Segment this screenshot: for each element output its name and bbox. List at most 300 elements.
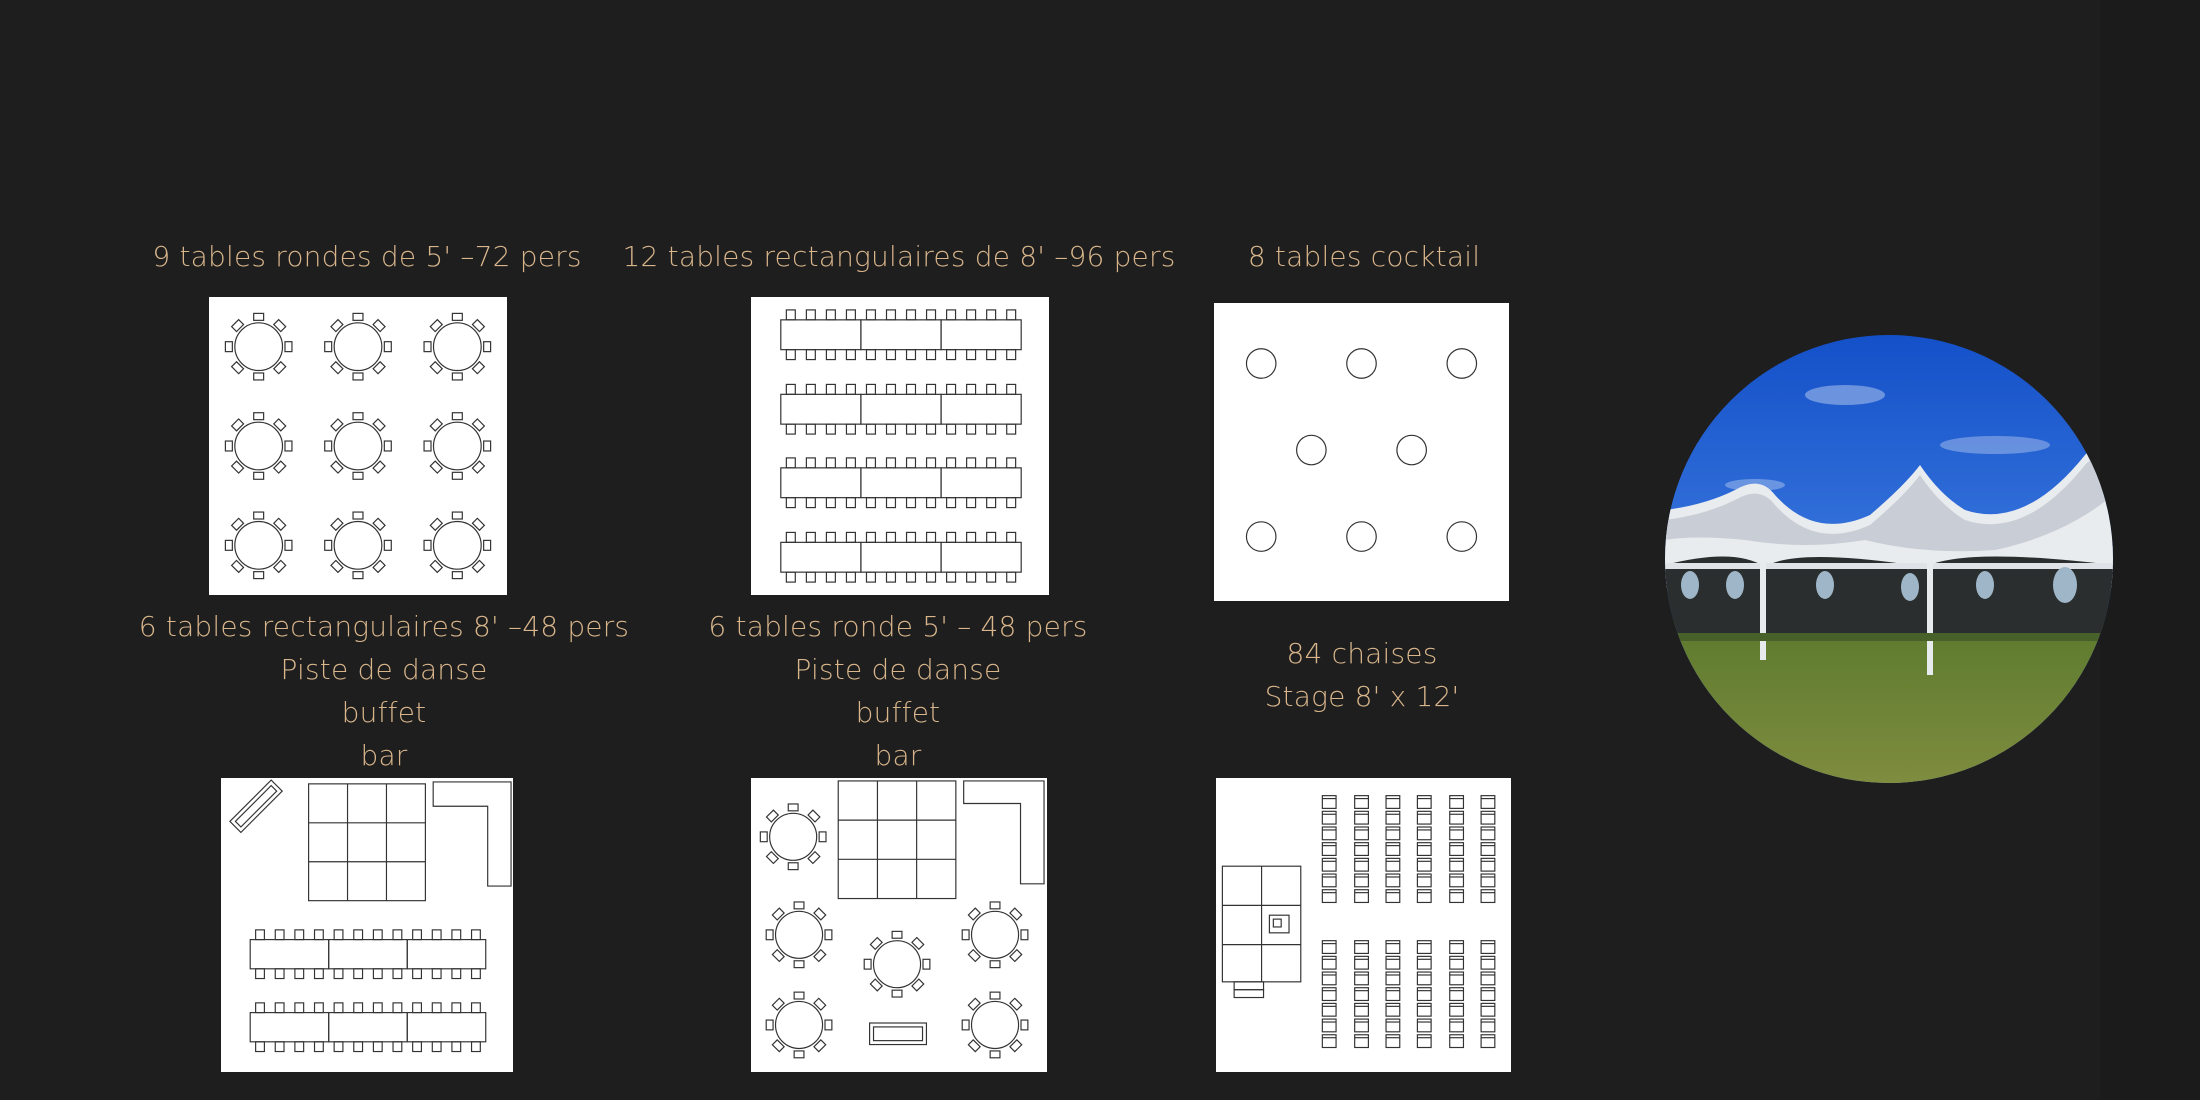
round-table-icon	[962, 902, 1028, 968]
podium-icon	[1269, 915, 1289, 933]
chair-icon	[393, 930, 402, 940]
chair-icon	[1322, 1019, 1336, 1032]
chair-icon	[826, 350, 835, 360]
chair-icon	[225, 441, 232, 451]
cocktail-table-icon	[1447, 349, 1477, 379]
chair-icon	[432, 1003, 441, 1013]
round-table-icon	[325, 512, 392, 579]
chair-icon	[927, 310, 936, 320]
caption-chairs-stage: 84 chaises Stage 8' x 12'	[1264, 637, 1460, 713]
chair-icon	[1355, 858, 1369, 871]
chair-icon	[1007, 572, 1016, 582]
chair-icon	[1481, 874, 1495, 887]
chair-icon	[806, 424, 815, 434]
chair-icon	[285, 441, 292, 451]
dance-floor	[309, 784, 426, 901]
chair-icon	[472, 969, 481, 979]
chair-icon	[766, 930, 773, 940]
podium-inner	[1273, 919, 1281, 927]
chair-icon	[866, 498, 875, 508]
chair-icon	[1021, 1020, 1028, 1030]
chair-icon	[967, 424, 976, 434]
chair-icon	[1450, 1019, 1464, 1032]
round-table-top	[334, 521, 382, 569]
chair-icon	[1450, 972, 1464, 985]
chair-icon	[1481, 1019, 1495, 1032]
chair-icon	[786, 532, 795, 542]
chair-icon	[846, 384, 855, 394]
bar-inner	[235, 786, 276, 827]
chair-icon	[806, 310, 815, 320]
chair-icon	[1450, 796, 1464, 809]
chair-icon	[947, 350, 956, 360]
round-table-top	[770, 813, 817, 860]
chair-icon	[967, 310, 976, 320]
chair-icon	[864, 959, 871, 969]
chair-icon	[1386, 858, 1400, 871]
chair-icon	[1322, 890, 1336, 903]
chair-icon	[866, 572, 875, 582]
chair-icon	[947, 424, 956, 434]
chair-icon	[846, 532, 855, 542]
chair-icon	[788, 863, 798, 870]
chair-icon	[987, 572, 996, 582]
round-table-icon	[225, 413, 292, 480]
chair-icon	[452, 313, 462, 320]
chair-icon	[826, 498, 835, 508]
chair-icon	[1021, 930, 1028, 940]
chair-icon	[987, 350, 996, 360]
chair-icon	[786, 310, 795, 320]
chair-icon	[393, 1042, 402, 1052]
chair-icon	[353, 413, 363, 420]
chair-icon	[1386, 1003, 1400, 1016]
chair-icon	[384, 441, 391, 451]
chair-icon	[806, 532, 815, 542]
chair-icon	[484, 342, 491, 352]
bar-icon	[870, 1023, 927, 1045]
chair-icon	[1322, 988, 1336, 1001]
round-table-top	[972, 1001, 1019, 1048]
chair-icon	[927, 458, 936, 468]
chair-icon	[806, 498, 815, 508]
chair-icon	[907, 384, 916, 394]
buffet-counter	[964, 781, 1044, 884]
chair-icon	[334, 969, 343, 979]
floor-plan-round-dance	[751, 778, 1047, 1072]
chair-icon	[1417, 843, 1431, 856]
chair-icon	[987, 424, 996, 434]
chair-icon	[1481, 811, 1495, 824]
chair-icon	[826, 310, 835, 320]
rectangular-table-row	[781, 384, 1021, 434]
chair-icon	[1386, 956, 1400, 969]
chair-icon	[1322, 874, 1336, 887]
chair-icon	[947, 310, 956, 320]
stage-step-icon	[1234, 990, 1263, 998]
chair-icon	[1322, 843, 1336, 856]
rectangular-table-icon	[861, 542, 941, 572]
chair-icon	[887, 572, 896, 582]
chair-icon	[275, 969, 284, 979]
chair-icon	[1355, 972, 1369, 985]
bar-inner	[874, 1027, 923, 1041]
chair-icon	[354, 969, 363, 979]
chair-icon	[907, 532, 916, 542]
chair-icon	[846, 310, 855, 320]
chair-icon	[225, 342, 232, 352]
chair-icon	[967, 498, 976, 508]
chair-icon	[1386, 941, 1400, 954]
chair-icon	[947, 572, 956, 582]
chair-icon	[987, 458, 996, 468]
chair-icon	[967, 350, 976, 360]
chair-icon	[1417, 874, 1431, 887]
chair-icon	[794, 961, 804, 968]
tent-photo-illustration	[1665, 335, 2113, 783]
round-table-icon	[424, 313, 491, 380]
chair-icon	[254, 512, 264, 519]
chair-icon	[990, 1051, 1000, 1058]
rectangular-table-icon	[861, 394, 941, 424]
dance-floor	[838, 781, 956, 899]
chair-icon	[1417, 1003, 1431, 1016]
chair-icon	[384, 540, 391, 550]
chair-icon	[990, 992, 1000, 999]
rectangular-table-icon	[407, 940, 486, 969]
chair-icon	[907, 458, 916, 468]
chair-icon	[275, 930, 284, 940]
chair-icon	[1386, 827, 1400, 840]
chair-icon	[1481, 956, 1495, 969]
chair-icon	[1007, 310, 1016, 320]
chair-icon	[866, 458, 875, 468]
chair-icon	[825, 1020, 832, 1030]
chair-icon	[826, 458, 835, 468]
chair-icon	[354, 930, 363, 940]
chair-icon	[353, 512, 363, 519]
chair-icon	[353, 472, 363, 479]
chair-icon	[452, 373, 462, 380]
chair-icon	[1355, 827, 1369, 840]
chair-icon	[1417, 941, 1431, 954]
chair-icon	[225, 540, 232, 550]
round-table-icon	[424, 413, 491, 480]
chair-icon	[1322, 796, 1336, 809]
chair-icon	[452, 512, 462, 519]
round-table-icon	[760, 804, 826, 870]
chair-icon	[1417, 1035, 1431, 1048]
floor-plan-chairs-stage	[1216, 778, 1511, 1072]
chair-icon	[432, 930, 441, 940]
chair-icon	[472, 930, 481, 940]
round-table-icon	[962, 992, 1028, 1058]
chair-icon	[819, 832, 826, 842]
chair-icon	[1417, 1019, 1431, 1032]
chair-icon	[353, 313, 363, 320]
chair-icon	[967, 458, 976, 468]
chair-icon	[1322, 858, 1336, 871]
chair-icon	[1417, 858, 1431, 871]
round-table-top	[433, 521, 481, 569]
chair-icon	[254, 373, 264, 380]
chair-icon	[254, 572, 264, 579]
chair-icon	[927, 572, 936, 582]
rectangular-table-icon	[329, 1013, 408, 1042]
chair-icon	[846, 498, 855, 508]
chair-icon	[1007, 498, 1016, 508]
chair-icon	[1355, 956, 1369, 969]
chair-icon	[1355, 941, 1369, 954]
chair-icon	[866, 424, 875, 434]
buffet-counter	[433, 782, 511, 886]
dance-floor-icon	[309, 784, 426, 901]
chair-icon	[1450, 858, 1464, 871]
chair-icon	[1417, 988, 1431, 1001]
round-tables-diagram	[209, 297, 507, 595]
rectangular-table-row	[781, 310, 1021, 360]
chair-icon	[826, 424, 835, 434]
cocktail-table-icon	[1297, 435, 1327, 465]
chair-icon	[887, 532, 896, 542]
chair-icon	[424, 441, 431, 451]
chair-icon	[1417, 972, 1431, 985]
buffet-icon	[964, 781, 1044, 884]
chair-icon	[1417, 827, 1431, 840]
chair-icon	[794, 992, 804, 999]
chair-icon	[472, 1042, 481, 1052]
rectangular-table-row	[250, 1003, 486, 1052]
rectangular-table-icon	[329, 940, 408, 969]
rectangular-table-icon	[861, 320, 941, 350]
chair-icon	[967, 532, 976, 542]
round-table-icon	[424, 512, 491, 579]
chair-icon	[826, 532, 835, 542]
chair-icon	[1322, 1035, 1336, 1048]
chair-icon	[1355, 843, 1369, 856]
chair-icon	[295, 1042, 304, 1052]
cocktail-table-icon	[1246, 522, 1276, 552]
chair-icon	[254, 472, 264, 479]
chair-icon	[794, 902, 804, 909]
chair-icon	[786, 498, 795, 508]
chair-icon	[1386, 1035, 1400, 1048]
floor-plan-rect-dance	[221, 778, 513, 1072]
chair-icon	[452, 969, 461, 979]
round-table-icon	[225, 313, 292, 380]
chair-icon	[987, 532, 996, 542]
round-table-top	[776, 911, 823, 958]
chair-icon	[413, 969, 422, 979]
chair-icon	[254, 413, 264, 420]
round-table-top	[235, 521, 283, 569]
floor-plan-rect-tables	[751, 297, 1049, 595]
chair-icon	[452, 1003, 461, 1013]
round-table-top	[972, 911, 1019, 958]
rectangular-table-icon	[941, 542, 1021, 572]
chair-icon	[887, 384, 896, 394]
chair-icon	[1322, 956, 1336, 969]
round-table-icon	[766, 902, 832, 968]
chair-icon	[987, 384, 996, 394]
chair-icon	[1481, 1003, 1495, 1016]
chair-icon	[887, 310, 896, 320]
chair-icon	[927, 350, 936, 360]
chair-icon	[315, 969, 324, 979]
chair-icon	[353, 373, 363, 380]
chair-icon	[947, 458, 956, 468]
chair-icon	[373, 930, 382, 940]
chair-icon	[484, 540, 491, 550]
chair-icon	[907, 572, 916, 582]
rectangular-table-icon	[781, 468, 861, 498]
chair-icon	[315, 1042, 324, 1052]
tent-photo	[1665, 335, 2113, 783]
chair-icon	[254, 313, 264, 320]
floor-plan-round-tables	[209, 297, 507, 595]
chair-icon	[354, 1042, 363, 1052]
chair-icon	[275, 1042, 284, 1052]
chair-icon	[1007, 424, 1016, 434]
chair-icon	[887, 350, 896, 360]
chair-icon	[947, 532, 956, 542]
chair-icon	[452, 572, 462, 579]
chair-icon	[413, 1042, 422, 1052]
chair-icon	[786, 350, 795, 360]
chair-icon	[962, 930, 969, 940]
chair-icon	[1450, 827, 1464, 840]
chair-icon	[967, 384, 976, 394]
chair-icon	[1355, 874, 1369, 887]
chair-icon	[806, 384, 815, 394]
chair-icon	[866, 532, 875, 542]
chair-icon	[887, 498, 896, 508]
caption-cocktail-tables: 8 tables cocktail	[1247, 240, 1481, 273]
chair-icon	[1450, 941, 1464, 954]
chair-icon	[1417, 956, 1431, 969]
chair-icon	[1355, 796, 1369, 809]
chair-icon	[1481, 858, 1495, 871]
round-table-icon	[864, 931, 930, 997]
chair-icon	[384, 342, 391, 352]
chair-icon	[295, 1003, 304, 1013]
chair-icon	[990, 961, 1000, 968]
rectangular-table-icon	[781, 542, 861, 572]
round-table-icon	[225, 512, 292, 579]
rectangular-table-icon	[781, 394, 861, 424]
chair-icon	[1450, 956, 1464, 969]
right-edge-strip	[2100, 0, 2200, 1100]
chair-icon	[1355, 811, 1369, 824]
chair-icon	[325, 441, 332, 451]
chair-icon	[990, 902, 1000, 909]
chair-icon	[424, 540, 431, 550]
buffet-icon	[433, 782, 511, 886]
chair-icon	[1481, 941, 1495, 954]
chair-icon	[325, 540, 332, 550]
rectangular-table-icon	[781, 320, 861, 350]
round-table-top	[874, 941, 921, 988]
chair-icon	[1007, 384, 1016, 394]
chair-icon	[1450, 890, 1464, 903]
chair-icon	[285, 540, 292, 550]
rectangular-table-row	[781, 458, 1021, 508]
chair-icon	[432, 1042, 441, 1052]
chair-icon	[907, 310, 916, 320]
chair-icon	[927, 424, 936, 434]
chair-icon	[806, 350, 815, 360]
rectangular-table-icon	[250, 1013, 329, 1042]
chair-icon	[866, 384, 875, 394]
chair-icon	[1355, 1019, 1369, 1032]
chair-icon	[393, 969, 402, 979]
chair-icon	[256, 1042, 265, 1052]
chair-icon	[1386, 796, 1400, 809]
round-table-top	[433, 323, 481, 371]
chair-icon	[1386, 1019, 1400, 1032]
chair-icon	[452, 472, 462, 479]
chair-icon	[846, 350, 855, 360]
round-table-top	[235, 422, 283, 470]
chair-icon	[794, 1051, 804, 1058]
chair-icon	[1481, 1035, 1495, 1048]
chair-icon	[806, 572, 815, 582]
chair-icon	[373, 1003, 382, 1013]
chair-icon	[1386, 988, 1400, 1001]
rectangular-table-icon	[861, 468, 941, 498]
chair-icon	[892, 990, 902, 997]
chair-icon	[923, 959, 930, 969]
stage-step-icon	[1234, 982, 1263, 990]
round-table-top	[334, 422, 382, 470]
chair-icon	[1417, 811, 1431, 824]
cocktail-table-icon	[1347, 522, 1377, 552]
chair-icon	[393, 1003, 402, 1013]
stage-area	[1222, 866, 1300, 997]
chair-icon	[334, 1042, 343, 1052]
chair-icon	[413, 1003, 422, 1013]
chair-icon	[826, 572, 835, 582]
chair-icon	[1450, 1035, 1464, 1048]
chair-icon	[353, 572, 363, 579]
floor-plan-cocktail-tables	[1214, 303, 1509, 601]
chair-icon	[1322, 811, 1336, 824]
chair-icon	[1355, 1003, 1369, 1016]
chair-icon	[1450, 1003, 1464, 1016]
chair-icon	[846, 458, 855, 468]
chair-icon	[452, 413, 462, 420]
chair-icon	[907, 350, 916, 360]
chair-icon	[786, 572, 795, 582]
rect-tables-diagram	[751, 297, 1049, 595]
chair-icon	[907, 498, 916, 508]
rectangular-table-icon	[941, 468, 1021, 498]
chair-icon	[1481, 827, 1495, 840]
caption-round-dance-buffet-bar: 6 tables ronde 5' – 48 pers Piste de danse buffet bar	[708, 610, 1088, 772]
chair-icon	[1322, 1003, 1336, 1016]
chair-icon	[1386, 874, 1400, 887]
caption-round-tables: 9 tables rondes de 5' –72 pers	[152, 240, 582, 273]
chair-icon	[295, 969, 304, 979]
chair-icon	[256, 1003, 265, 1013]
chair-icon	[788, 804, 798, 811]
chair-icon	[432, 969, 441, 979]
chair-icon	[907, 424, 916, 434]
bar-counter	[230, 780, 282, 832]
chair-icon	[1481, 972, 1495, 985]
chair-icon	[1481, 988, 1495, 1001]
chair-icon	[927, 384, 936, 394]
